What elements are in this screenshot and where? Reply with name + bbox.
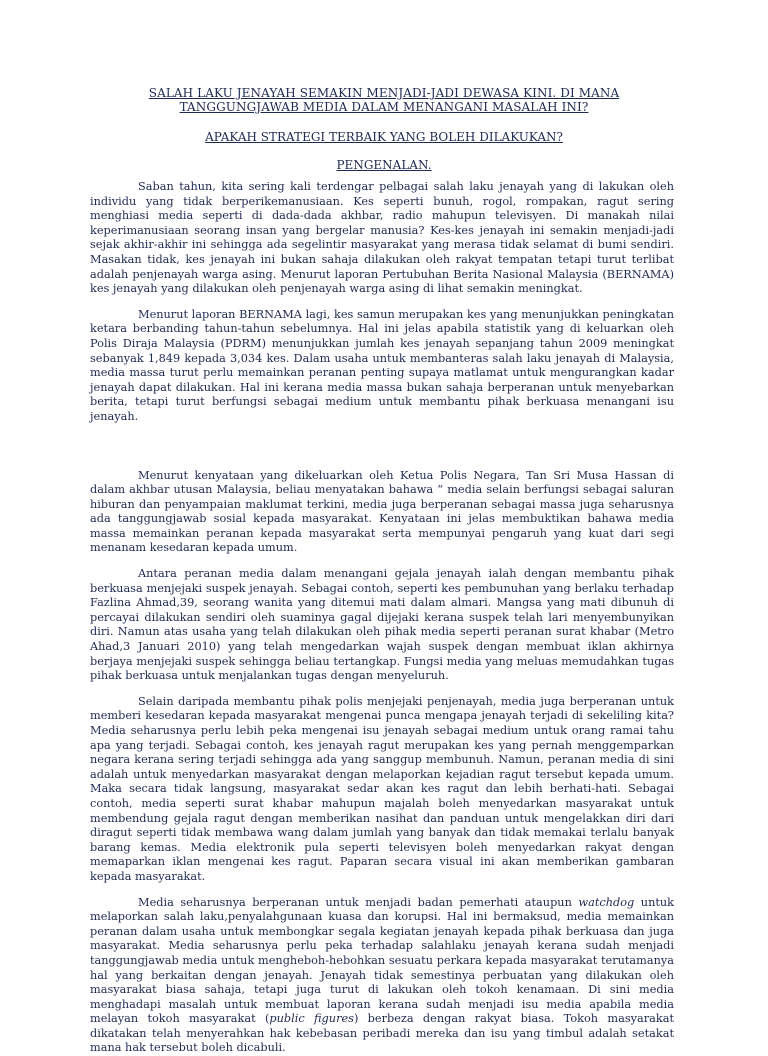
paragraph-4: Antara peranan media dalam menangani gejala jenayah ialah dengan membantu pihak berkuasa menjejaki suspek jenayah. Sebagai contoh, seperti kes pembunuhan yang berlaku terhadap Fazlina Ahmad,39, seorang wanita yang ditemui mati dalam almari. Mangsa yang mati dibunuh di percayai dilakukan sendiri oleh suaminya gagal dijejaki kerana suspek telah lari menyembunyikan diri. Namun atas usaha yang telah dilakukan oleh pihak media seperti peranan surat khabar (Metro Ahad,3 Januari 2010) yang telah mengedarkan wajah suspek dengan membuat iklan akhirnya berjaya menjejaki suspek sehingga beliau tertangkap. Fungsi media yang meluas memudahkan tugas pihak berkuasa untuk menjalankan tugas dengan menyeluruh. [90, 567, 674, 683]
paragraph-5: Selain daripada membantu pihak polis menjejaki penjenayah, media juga berperanan untuk memberi kesedaran kepada masyarakat mengenai punca mengapa jenayah terjadi di sekeliling kita? Media seharusnya perlu lebih peka mengenai isu jenayah sebagai medium untuk orang ramai tahu apa yang terjadi. Sebagai contoh, kes jenayah ragut merupakan kes yang pernah menggemparkan negara kerana sering terjadi sehingga ada yang sanggup membunuh. Namun, peranan media di sini adalah untuk menyedarkan masyarakat dengan melaporkan kejadian ragut tersebut kepada umum. Maka secara tidak langsung, masyarakat sedar akan kes ragut dan lebih berhati-hati. Sebagai contoh, media seperti surat khabar mahupun majalah boleh menyedarkan masyarakat untuk membendung gejala ragut dengan memberikan nasihat dan panduan untuk mengelakkan diri dari diragut seperti tidak membawa wang dalam jumlah yang banyak dan tidak memakai terlalu banyak barang kemas. Media elektronik pula seperti televisyen boleh menyedarkan rakyat dengan memaparkan iklan mengenai kes ragut. Paparan secara visual ini akan memberikan gambaran kepada masyarakat. [90, 694, 674, 883]
section-heading-introduction: PENGENALAN. [336, 158, 432, 172]
paragraph-6-text-a: Media seharusnya berperanan untuk menjadi badan pemerhati ataupun [138, 895, 579, 909]
paragraph-6 [90, 896, 674, 1056]
paragraph-6-text-c: ) berbeza dengan rakyat biasa. Tokoh masyarakat dikatakan telah menyerahkan hak kebebasan peribadi mereka dan isu yang timbul adalah setakat mana hak tersebut boleh dicabuli. [90, 1012, 674, 1055]
paragraph-6-text-b: untuk melaporkan salah laku,penyalahgunaan kuasa dan korupsi. Hal ini bermaksud, media memainkan peranan dalam usaha untuk membongkar segala kegiatan jenayah kepada pihak berkuasa dan juga masyarakat. Media seharusnya perlu peka terhadap salahlaku jenayah kerana sudah menjadi tanggungjawab media untuk mengheboh-hebohkan sesuatu perkara kepada masyarakat terutamanya hal yang berkaitan dengan jenayah. Jenayah tidak semestinya perbuatan yang dilakukan oleh masyarakat biasa sahaja, tetapi juga turut di lakukan oleh tokoh kenamaan. Di sini media menghadapi masalah untuk membuat laporan kerana sudah menjadi isu media apabila media melayan tokoh masyarakat ( [90, 895, 675, 1026]
essay-subtitle: APAKAH STRATEGI TERBAIK YANG BOLEH DILAKUKAN? [205, 130, 563, 144]
paragraph-1: Saban tahun, kita sering kali terdengar pelbagai salah laku jenayah yang di lakukan oleh individu yang tidak berperikemanusiaan. Kes seperti bunuh, rogol, rompakan, ragut sering menghiasi media seperti di dada-dada akhbar, radio mahupun televisyen. Di manakah nilai keperimanusiaan seorang insan yang bergelar manusia? Kes-kes jenayah ini semakin menjadi-jadi sejak akhir-akhir ini sehingga ada segelintir masyarakat yang merasa tidak selamat di bumi sendiri. Masakan tidak, kes jenayah ini bukan sahaja dilakukan oleh rakyat tempatan tetapi turut terlibat adalah penjenayah warga asing. Menurut laporan Pertubuhan Berita Nasional Malaysia (BERNAMA) kes jenayah yang dilakukan oleh penjenayah warga asing di lihat semakin meningkat. [90, 180, 674, 296]
emphasis-watchdog: watchdog [578, 895, 635, 909]
paragraph-3: Menurut kenyataan yang dikeluarkan oleh Ketua Polis Negara, Tan Sri Musa Hassan di dalam akhbar utusan Malaysia, beliau menyatakan bahawa “ media selain berfungsi sebagai saluran hiburan dan penyampaian maklumat terkini, media juga berperanan sebagai massa juga seharusnya ada tanggungjawab sosial kepada masyarakat. Kenyataan ini jelas membuktikan bahawa media massa memainkan peranan kepada masyarakat serta mempunyai pengaruh yang kuat dari segi menanam kesedaran kepada umum. [90, 468, 674, 555]
emphasis-public-figures: public figures [269, 1012, 354, 1026]
paragraph-2: Menurut laporan BERNAMA lagi, kes samun merupakan kes yang menunjukkan peningkatan ketara berbanding tahun-tahun sebelumnya. Hal ini jelas apabila statistik yang di keluarkan oleh Polis Diraja Malaysia (PDRM) menunjukkan jumlah kes jenayah sepanjang tahun 2009 meningkat sebanyak 1,849 kepada 3,034 kes. Dalam usaha untuk membanteras salah laku jenayah di Malaysia, media massa turut perlu memainkan peranan penting supaya matlamat untuk mengurangkan kadar jenayah dapat dilakukan. Hal ini kerana media massa bukan sahaja berperanan untuk menyebarkan berita, tetapi turut berfungsi sebagai medium untuk membantu pihak berkuasa menangani isu jenayah. [90, 307, 674, 423]
essay-body [90, 180, 674, 1056]
heading-block [90, 86, 678, 172]
essay-title: SALAH LAKU JENAYAH SEMAKIN MENJADI-JADI DEWASA KINI. DI MANA TANGGUNGJAWAB MEDIA DALAM MENANGANI MASALAH INI? [148, 86, 620, 114]
